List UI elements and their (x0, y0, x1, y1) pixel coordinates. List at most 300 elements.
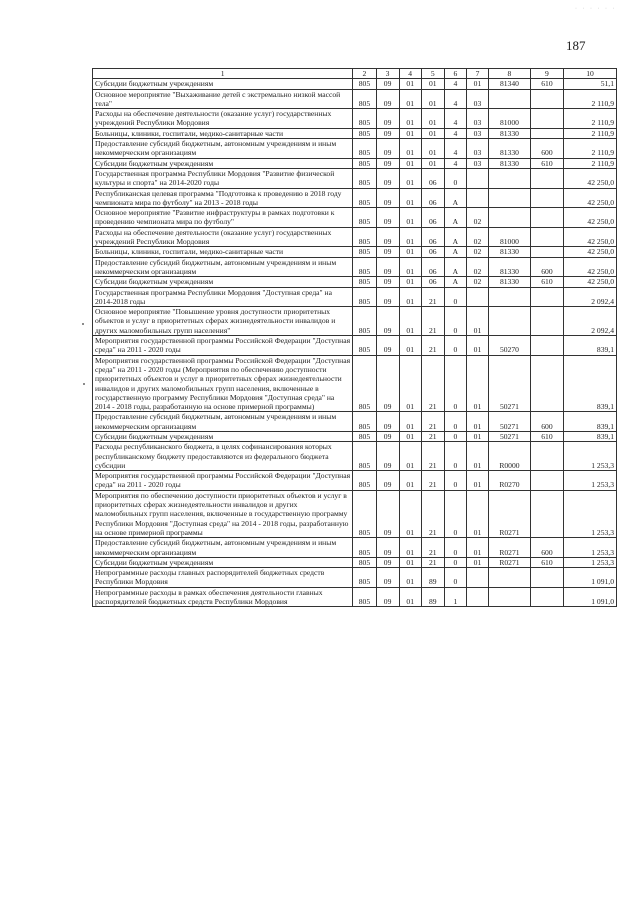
row-program: 01 (421, 109, 444, 129)
row-program: 21 (421, 307, 444, 336)
budget-table-container (92, 68, 617, 607)
scan-artifact: · · · · · · (575, 6, 617, 12)
row-description: Субсидии бюджетным учреждениям (93, 431, 353, 441)
row-subprogram: А (444, 188, 466, 208)
row-section: 09 (376, 538, 399, 558)
row-section: 09 (376, 109, 399, 129)
row-expense-type: 610 (530, 431, 563, 441)
row-measure: 02 (466, 227, 488, 247)
row-subsection: 01 (399, 208, 421, 228)
row-program: 06 (421, 277, 444, 287)
row-subsection: 01 (399, 587, 421, 607)
row-measure: 01 (466, 471, 488, 491)
row-expense-type (530, 336, 563, 356)
row-ministry: 805 (353, 336, 376, 356)
table-row (93, 471, 617, 491)
row-ministry: 805 (353, 208, 376, 228)
row-program: 01 (421, 139, 444, 159)
row-subprogram: 1 (444, 587, 466, 607)
col-header: 9 (530, 69, 563, 79)
col-header: 5 (421, 69, 444, 79)
row-program: 21 (421, 557, 444, 567)
page-number: 187 (566, 38, 586, 53)
row-subsection: 01 (399, 277, 421, 287)
row-amount: 2 110,9 (564, 109, 617, 129)
row-ministry: 805 (353, 538, 376, 558)
row-direction (489, 587, 531, 607)
row-expense-type (530, 168, 563, 188)
row-direction: R0271 (489, 490, 531, 537)
row-expense-type (530, 208, 563, 228)
row-amount: 42 250,0 (564, 257, 617, 277)
row-ministry: 805 (353, 568, 376, 588)
row-direction: 81330 (489, 247, 531, 257)
row-measure: 02 (466, 208, 488, 228)
row-description: Расходы республиканского бюджета, в целях софинансирования которых республиканскому бюджету предоставляются из федерального бюджета субсидии (93, 442, 353, 471)
row-subsection: 01 (399, 89, 421, 109)
row-ministry: 805 (353, 307, 376, 336)
row-expense-type (530, 89, 563, 109)
row-amount: 2 110,9 (564, 89, 617, 109)
table-row (93, 277, 617, 287)
row-subprogram: А (444, 257, 466, 277)
row-amount: 1 091,0 (564, 587, 617, 607)
row-section: 09 (376, 557, 399, 567)
table-row (93, 442, 617, 471)
row-ministry: 805 (353, 158, 376, 168)
row-subsection: 01 (399, 128, 421, 138)
row-expense-type: 600 (530, 257, 563, 277)
row-direction: 81330 (489, 128, 531, 138)
row-description: Больницы, клиники, госпитали, медико-санитарные части (93, 128, 353, 138)
row-program: 21 (421, 431, 444, 441)
table-row (93, 355, 617, 412)
table-row (93, 109, 617, 129)
row-direction: 81340 (489, 79, 531, 89)
row-section: 09 (376, 277, 399, 287)
row-ministry: 805 (353, 79, 376, 89)
row-subprogram: 4 (444, 158, 466, 168)
table-row (93, 227, 617, 247)
row-ministry: 805 (353, 412, 376, 432)
row-section: 09 (376, 139, 399, 159)
row-program: 06 (421, 168, 444, 188)
row-subsection: 01 (399, 79, 421, 89)
row-program: 06 (421, 247, 444, 257)
row-description: Мероприятия государственной программы Российской Федерации "Доступная среда" на 2011 - 2020 годы (93, 336, 353, 356)
row-program: 89 (421, 587, 444, 607)
row-ministry: 805 (353, 355, 376, 412)
row-measure: 03 (466, 128, 488, 138)
row-direction: 81330 (489, 158, 531, 168)
row-subsection: 01 (399, 568, 421, 588)
row-expense-type (530, 188, 563, 208)
row-ministry: 805 (353, 188, 376, 208)
row-direction (489, 307, 531, 336)
row-expense-type: 600 (530, 538, 563, 558)
row-description: Непрограммные расходы главных распорядителей бюджетных средств Республики Мордовия (93, 568, 353, 588)
col-header: 3 (376, 69, 399, 79)
col-header: 2 (353, 69, 376, 79)
row-ministry: 805 (353, 471, 376, 491)
row-amount: 2 110,9 (564, 139, 617, 159)
row-section: 09 (376, 247, 399, 257)
row-description: Государственная программа Республики Мордовия "Развитие физической культуры и спорта" на 2014-2020 годы (93, 168, 353, 188)
row-subsection: 01 (399, 336, 421, 356)
row-subsection: 01 (399, 431, 421, 441)
row-description: Предоставление субсидий бюджетным, автономным учреждениям и иным некоммерческим организациям (93, 412, 353, 432)
row-ministry: 805 (353, 587, 376, 607)
header-row (93, 69, 617, 79)
row-description: Основное мероприятие "Выхаживание детей с экстремально низкой массой тела" (93, 89, 353, 109)
col-header: 7 (466, 69, 488, 79)
row-amount: 1 253,3 (564, 471, 617, 491)
row-measure: 01 (466, 538, 488, 558)
table-row (93, 568, 617, 588)
row-direction: R0270 (489, 471, 531, 491)
table-row (93, 188, 617, 208)
row-subprogram: 0 (444, 287, 466, 307)
row-subprogram: 0 (444, 471, 466, 491)
row-subsection: 01 (399, 257, 421, 277)
row-measure: 01 (466, 431, 488, 441)
row-section: 09 (376, 471, 399, 491)
row-ministry: 805 (353, 139, 376, 159)
row-direction (489, 287, 531, 307)
row-measure: 03 (466, 89, 488, 109)
row-measure: 01 (466, 79, 488, 89)
row-program: 21 (421, 490, 444, 537)
row-expense-type (530, 471, 563, 491)
row-direction: 81000 (489, 109, 531, 129)
row-expense-type: 600 (530, 139, 563, 159)
row-description: Субсидии бюджетным учреждениям (93, 158, 353, 168)
col-header: 8 (489, 69, 531, 79)
row-description: Расходы на обеспечение деятельности (оказание услуг) государственных учреждений Республики Мордовия (93, 227, 353, 247)
row-subsection: 01 (399, 412, 421, 432)
row-ministry: 805 (353, 257, 376, 277)
row-program: 21 (421, 442, 444, 471)
table-row (93, 79, 617, 89)
row-expense-type (530, 227, 563, 247)
row-measure (466, 568, 488, 588)
row-description: Республиканская целевая программа "Подготовка к проведению в 2018 году чемпионата мира по футболу" на 2013 - 2018 годы (93, 188, 353, 208)
row-measure: 01 (466, 412, 488, 432)
row-subprogram: А (444, 208, 466, 228)
row-ministry: 805 (353, 287, 376, 307)
row-description: Мероприятия государственной программы Российской Федерации "Доступная среда" на 2011 - 2020 годы (Мероприятия по обеспечению доступности приоритетных объектов и услуг в приоритетных сферах жизнедеятельности инвалидов и других маломобильных групп населения, включенные в государственную программу Республики Мордовия "Доступная среда" на 2014 - 2018 годы, разработанную на основе примерной программы) (93, 355, 353, 412)
row-section: 09 (376, 490, 399, 537)
row-description: Предоставление субсидий бюджетным, автономным учреждениям и иным некоммерческим организациям (93, 257, 353, 277)
row-direction: R0000 (489, 442, 531, 471)
row-description: Расходы на обеспечение деятельности (оказание услуг) государственных учреждений Республики Мордовия (93, 109, 353, 129)
row-subsection: 01 (399, 109, 421, 129)
row-amount: 1 253,3 (564, 557, 617, 567)
row-direction: 50270 (489, 336, 531, 356)
row-measure (466, 287, 488, 307)
row-expense-type: 610 (530, 557, 563, 567)
row-expense-type (530, 568, 563, 588)
row-subprogram: 4 (444, 139, 466, 159)
table-row (93, 158, 617, 168)
row-amount: 51,1 (564, 79, 617, 89)
row-measure: 01 (466, 490, 488, 537)
row-amount: 839,1 (564, 336, 617, 356)
row-direction (489, 208, 531, 228)
row-program: 21 (421, 287, 444, 307)
row-subprogram: 4 (444, 89, 466, 109)
row-section: 09 (376, 287, 399, 307)
row-subprogram: А (444, 227, 466, 247)
row-program: 21 (421, 471, 444, 491)
row-measure: 03 (466, 109, 488, 129)
row-expense-type (530, 355, 563, 412)
table-row (93, 257, 617, 277)
row-subsection: 01 (399, 538, 421, 558)
row-expense-type: 600 (530, 412, 563, 432)
row-measure: 01 (466, 442, 488, 471)
row-measure (466, 188, 488, 208)
row-subsection: 01 (399, 557, 421, 567)
row-amount: 42 250,0 (564, 188, 617, 208)
row-subprogram: 4 (444, 109, 466, 129)
row-section: 09 (376, 168, 399, 188)
row-amount: 1 091,0 (564, 568, 617, 588)
row-ministry: 805 (353, 247, 376, 257)
row-expense-type (530, 587, 563, 607)
row-ministry: 805 (353, 89, 376, 109)
row-ministry: 805 (353, 168, 376, 188)
table-row (93, 307, 617, 336)
row-measure: 03 (466, 139, 488, 159)
row-subsection: 01 (399, 188, 421, 208)
row-amount: 839,1 (564, 412, 617, 432)
row-subprogram: 0 (444, 568, 466, 588)
row-amount: 839,1 (564, 431, 617, 441)
table-row (93, 490, 617, 537)
row-amount: 42 250,0 (564, 227, 617, 247)
row-section: 09 (376, 89, 399, 109)
col-header: 1 (93, 69, 353, 79)
table-row (93, 431, 617, 441)
row-subsection: 01 (399, 471, 421, 491)
row-subsection: 01 (399, 168, 421, 188)
row-subsection: 01 (399, 490, 421, 537)
row-section: 09 (376, 128, 399, 138)
row-ministry: 805 (353, 277, 376, 287)
row-amount: 42 250,0 (564, 247, 617, 257)
row-expense-type (530, 128, 563, 138)
row-section: 09 (376, 79, 399, 89)
row-measure: 02 (466, 247, 488, 257)
row-direction: R0271 (489, 538, 531, 558)
row-ministry: 805 (353, 490, 376, 537)
row-subprogram: 0 (444, 355, 466, 412)
row-section: 09 (376, 442, 399, 471)
row-subprogram: 0 (444, 538, 466, 558)
row-section: 09 (376, 431, 399, 441)
row-program: 06 (421, 188, 444, 208)
row-direction: 81000 (489, 227, 531, 247)
row-subsection: 01 (399, 355, 421, 412)
row-measure (466, 587, 488, 607)
row-section: 09 (376, 412, 399, 432)
row-subsection: 01 (399, 139, 421, 159)
row-program: 01 (421, 89, 444, 109)
row-program: 06 (421, 227, 444, 247)
row-measure: 03 (466, 158, 488, 168)
row-ministry: 805 (353, 128, 376, 138)
row-amount: 2 110,9 (564, 158, 617, 168)
row-section: 09 (376, 208, 399, 228)
table-row (93, 336, 617, 356)
row-subsection: 01 (399, 442, 421, 471)
row-direction (489, 89, 531, 109)
row-subprogram: 4 (444, 128, 466, 138)
row-program: 06 (421, 208, 444, 228)
row-subsection: 01 (399, 158, 421, 168)
row-subprogram: 0 (444, 442, 466, 471)
scan-speck (83, 383, 85, 385)
row-direction (489, 568, 531, 588)
row-description: Непрограммные расходы в рамках обеспечения деятельности главных распорядителей бюджетных средств Республики Мордовия (93, 587, 353, 607)
table-row (93, 168, 617, 188)
row-section: 09 (376, 227, 399, 247)
row-section: 09 (376, 336, 399, 356)
col-header: 4 (399, 69, 421, 79)
row-ministry: 805 (353, 109, 376, 129)
row-measure: 01 (466, 307, 488, 336)
row-expense-type (530, 247, 563, 257)
row-subprogram: 0 (444, 336, 466, 356)
row-section: 09 (376, 587, 399, 607)
row-measure: 01 (466, 557, 488, 567)
row-direction: 81330 (489, 257, 531, 277)
row-direction (489, 188, 531, 208)
row-ministry: 805 (353, 557, 376, 567)
row-ministry: 805 (353, 442, 376, 471)
row-expense-type: 610 (530, 79, 563, 89)
row-description: Мероприятия государственной программы Российской Федерации "Доступная среда" на 2011 - 2020 годы (93, 471, 353, 491)
row-direction: R0271 (489, 557, 531, 567)
row-expense-type: 610 (530, 158, 563, 168)
row-description: Больницы, клиники, госпитали, медико-санитарные части (93, 247, 353, 257)
row-program: 01 (421, 79, 444, 89)
row-section: 09 (376, 188, 399, 208)
row-program: 01 (421, 128, 444, 138)
row-program: 89 (421, 568, 444, 588)
row-amount: 1 253,3 (564, 538, 617, 558)
row-description: Субсидии бюджетным учреждениям (93, 277, 353, 287)
table-row (93, 538, 617, 558)
row-section: 09 (376, 257, 399, 277)
row-amount: 839,1 (564, 355, 617, 412)
row-expense-type: 610 (530, 277, 563, 287)
row-section: 09 (376, 307, 399, 336)
row-description: Субсидии бюджетным учреждениям (93, 79, 353, 89)
col-header: 6 (444, 69, 466, 79)
col-header: 10 (564, 69, 617, 79)
row-program: 01 (421, 158, 444, 168)
row-subsection: 01 (399, 287, 421, 307)
row-program: 21 (421, 412, 444, 432)
row-description: Мероприятия по обеспечению доступности приоритетных объектов и услуг в приоритетных сферах жизнедеятельности инвалидов и других маломобильных групп населения, включенные в государственную программу Республики Мордовия "Доступная среда" на 2014 - 2018 годы, разработанную на основе примерной программы (93, 490, 353, 537)
row-measure: 02 (466, 277, 488, 287)
table-row (93, 139, 617, 159)
row-direction: 50271 (489, 431, 531, 441)
row-program: 21 (421, 336, 444, 356)
row-description: Основное мероприятие "Развитие инфраструктуры в рамках подготовки к проведению чемпионата мира по футболу" (93, 208, 353, 228)
row-expense-type (530, 307, 563, 336)
row-description: Основное мероприятие "Повышение уровня доступности приоритетных объектов и услуг в приоритетных сферах жизнедеятельности инвалидов и других маломобильных групп населения" (93, 307, 353, 336)
row-amount: 2 110,9 (564, 128, 617, 138)
row-program: 06 (421, 257, 444, 277)
scan-speck (82, 323, 84, 325)
row-section: 09 (376, 355, 399, 412)
row-expense-type (530, 442, 563, 471)
row-amount: 1 253,3 (564, 442, 617, 471)
row-program: 21 (421, 355, 444, 412)
table-row (93, 89, 617, 109)
row-amount: 1 253,3 (564, 490, 617, 537)
row-expense-type (530, 109, 563, 129)
row-description: Субсидии бюджетным учреждениям (93, 557, 353, 567)
row-ministry: 805 (353, 227, 376, 247)
budget-table (92, 68, 617, 607)
row-subprogram: А (444, 247, 466, 257)
row-amount: 2 092,4 (564, 287, 617, 307)
row-amount: 2 092,4 (564, 307, 617, 336)
row-amount: 42 250,0 (564, 168, 617, 188)
row-amount: 42 250,0 (564, 208, 617, 228)
table-row (93, 587, 617, 607)
row-direction: 81330 (489, 139, 531, 159)
table-row (93, 557, 617, 567)
row-amount: 42 250,0 (564, 277, 617, 287)
row-subsection: 01 (399, 307, 421, 336)
row-subsection: 01 (399, 247, 421, 257)
row-subprogram: А (444, 277, 466, 287)
row-subprogram: 0 (444, 168, 466, 188)
row-expense-type (530, 287, 563, 307)
row-description: Государственная программа Республики Мордовия "Доступная среда" на 2014-2018 годы (93, 287, 353, 307)
row-measure: 01 (466, 355, 488, 412)
row-subprogram: 0 (444, 490, 466, 537)
row-expense-type (530, 490, 563, 537)
table-row (93, 412, 617, 432)
row-subprogram: 4 (444, 79, 466, 89)
row-measure: 01 (466, 336, 488, 356)
row-measure: 02 (466, 257, 488, 277)
row-ministry: 805 (353, 431, 376, 441)
row-section: 09 (376, 158, 399, 168)
row-subprogram: 0 (444, 431, 466, 441)
row-direction: 81330 (489, 277, 531, 287)
row-direction: 50271 (489, 355, 531, 412)
row-subprogram: 0 (444, 412, 466, 432)
row-subprogram: 0 (444, 307, 466, 336)
row-subprogram: 0 (444, 557, 466, 567)
row-program: 21 (421, 538, 444, 558)
table-row (93, 208, 617, 228)
table-body (93, 79, 617, 607)
row-direction (489, 168, 531, 188)
table-row (93, 247, 617, 257)
table-row (93, 287, 617, 307)
row-subsection: 01 (399, 227, 421, 247)
row-measure (466, 168, 488, 188)
row-direction: 50271 (489, 412, 531, 432)
